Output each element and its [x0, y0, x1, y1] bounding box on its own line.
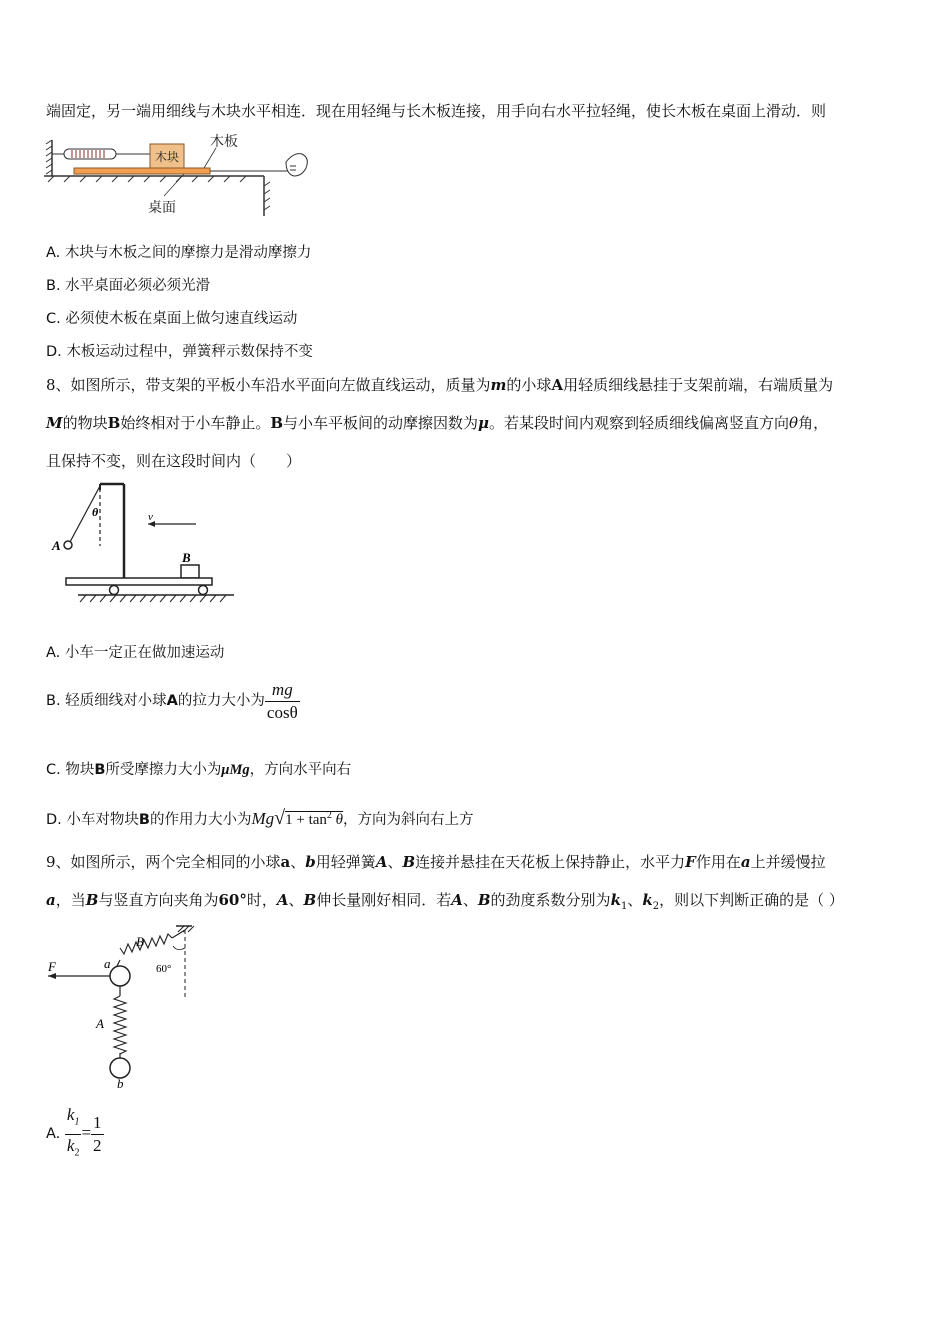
ball-a-label: A — [52, 538, 61, 553]
q7-option-a: A. 木块与木板之间的摩擦力是滑动摩擦力 — [46, 245, 312, 261]
intro-line: 端固定，另一端用细线与木块水平相连．现在用轻绳与长木板连接，用手向右水平拉轻绳，使长木板在桌面上滑动．则 — [46, 102, 827, 120]
force-label: F — [48, 959, 56, 974]
spring-a-label: A — [96, 1016, 104, 1031]
q9-line-1: 9、如图所示，两个完全相同的小球a、b用轻弹簧A、B连接并悬挂在天花板上保持静止，水平力F作用在a上并缓慢拉 — [46, 853, 826, 871]
angle-label: 60° — [156, 963, 172, 975]
block-label: 木块 — [154, 150, 180, 164]
figure-spring-balance — [44, 132, 314, 222]
fraction-k1-k2: $\frac{k_1}{k_2}$ — [66, 1105, 80, 1158]
spring-b-label: B — [136, 934, 144, 949]
ball-b-label: b — [117, 1076, 124, 1091]
q8-line-1: 8、如图所示，带支架的平板小车沿水平面向左做直线运动，质量为m的小球A用轻质细线悬挂于支架前端，右端质量为 — [46, 376, 834, 394]
block-b-label: B — [182, 550, 191, 565]
fraction-mg-cos: $\frac{mg}{\cos\theta}$ — [266, 679, 298, 722]
q8-line-2: M的物块B始终相对于小车静止。B与小车平板间的动摩擦因数为μ。若某段时间内观察到轻质细线偏离竖直方向θ角， — [46, 414, 829, 432]
q7-option-c: C. 必须使木板在桌面上做匀速直线运动 — [46, 311, 298, 327]
ball-a-label-q9: a — [104, 956, 111, 971]
q8-option-c: C. 物块B所受摩擦力大小为μMg，方向水平向右 — [46, 762, 352, 778]
table-label: 桌面 — [148, 200, 176, 216]
fraction-one-half: $\frac{1}{2}$ — [93, 1112, 102, 1155]
q7-option-d: D. 木板运动过程中，弹簧秤示数保持不变 — [46, 344, 313, 360]
q8-option-a: A. 小车一定正在做加速运动 — [46, 645, 225, 661]
q7-option-b: B. 水平桌面必须必须光滑 — [46, 278, 211, 294]
theta-label: θ — [92, 505, 99, 519]
q8-option-b: B. 轻质细线对小球A的拉力大小为 $\frac{mg}{\cos\theta}$ — [46, 679, 298, 722]
q9-line-2: a，当B与竖直方向夹角为60°时，A、B伸长量刚好相同．若A、B的劲度系数分别为$k_1$、$k_2$，则以下判断正确的是（ ） — [46, 891, 844, 912]
velocity-label: v — [148, 511, 153, 523]
q9-option-a: A. $\frac{k_1}{k_2}$ = $\frac{1}{2}$ — [46, 1104, 104, 1164]
figure-cart-pendulum — [48, 476, 238, 611]
q8-option-d: D. 小车对物块B的作用力大小为$Mg√1 + \tan^2 \theta$，方向为斜向右上方 — [46, 807, 474, 829]
figure-springs — [44, 922, 199, 1092]
board-label: 木板 — [210, 134, 238, 150]
q8-line-3: 且保持不变，则在这段时间内（ ） — [46, 452, 302, 470]
